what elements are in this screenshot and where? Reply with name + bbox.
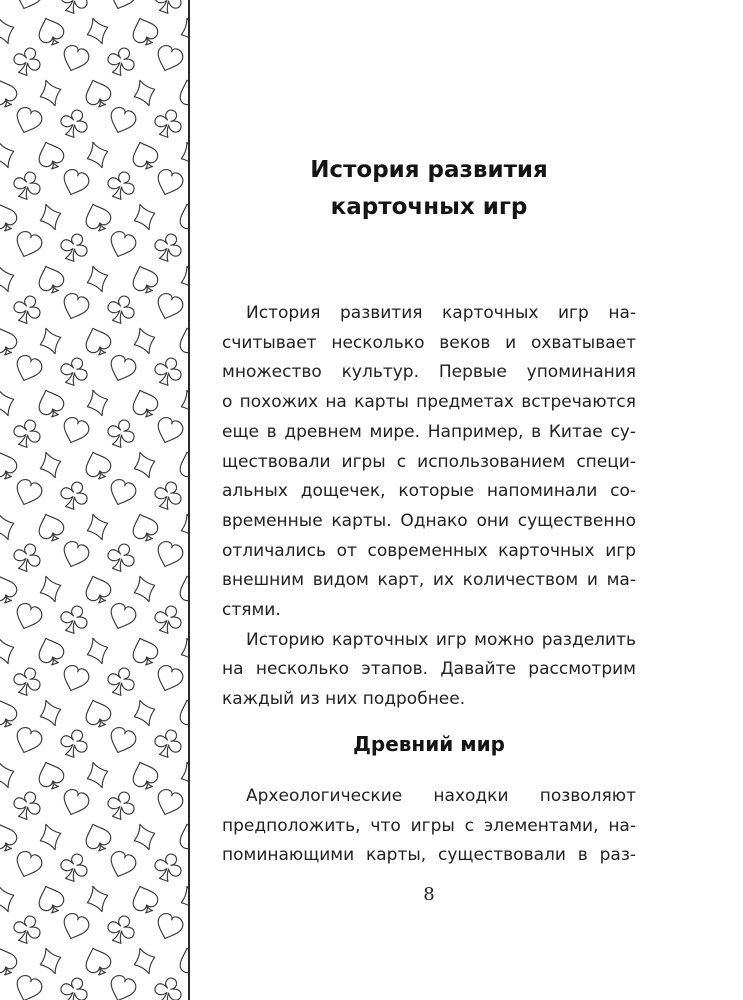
- spade-outline-icon: [81, 448, 114, 482]
- spade-outline-icon: [175, 76, 188, 110]
- club-outline-icon: [57, 230, 92, 265]
- club-outline-icon: [151, 602, 186, 637]
- text-line: История развития карточных игр на-: [246, 303, 636, 323]
- diamond-outline-icon: [130, 449, 160, 482]
- club-outline-icon: [151, 478, 186, 513]
- club-outline-icon: [151, 354, 186, 389]
- heart-outline-icon: [59, 787, 91, 818]
- club-outline-icon: [151, 106, 186, 141]
- diamond-outline-icon: [0, 635, 18, 668]
- heart-outline-icon: [106, 477, 138, 508]
- club-outline-icon: [104, 416, 139, 451]
- spade-outline-icon: [0, 200, 20, 234]
- spade-outline-icon: [128, 634, 161, 668]
- spade-outline-icon: [34, 14, 67, 48]
- heart-outline-icon: [153, 291, 185, 322]
- club-outline-icon: [151, 974, 186, 1000]
- diamond-outline-icon: [177, 263, 188, 296]
- heart-outline-icon: [153, 911, 185, 942]
- club-outline-icon: [151, 0, 186, 16]
- spade-outline-icon: [128, 262, 161, 296]
- spade-outline-icon: [81, 820, 114, 854]
- diamond-outline-icon: [83, 15, 113, 48]
- diamond-outline-icon: [130, 201, 160, 234]
- spade-outline-icon: [34, 510, 67, 544]
- diamond-outline-icon: [177, 511, 188, 544]
- diamond-outline-icon: [0, 511, 18, 544]
- spade-outline-icon: [81, 944, 114, 978]
- section-text: [222, 782, 636, 871]
- diamond-outline-icon: [130, 945, 160, 978]
- text-line: поминающими карты, существовали в раз-: [222, 845, 636, 866]
- diamond-outline-icon: [36, 697, 66, 730]
- text-line: Археологические находки позволяют: [246, 786, 636, 806]
- heart-outline-icon: [153, 539, 185, 570]
- page-number: 8: [423, 884, 435, 905]
- text-line: каждый из них подробнее.: [222, 689, 466, 710]
- text-line: отличались от современных карточных игр: [222, 540, 636, 561]
- club-outline-icon: [104, 912, 139, 947]
- text-line: на несколько этапов. Давайте рассмотрим: [222, 659, 636, 680]
- diamond-outline-icon: [0, 139, 18, 172]
- heart-outline-icon: [59, 291, 91, 322]
- spade-outline-icon: [128, 758, 161, 792]
- heart-outline-icon: [12, 353, 44, 384]
- spade-outline-icon: [175, 572, 188, 606]
- diamond-outline-icon: [36, 77, 66, 110]
- spade-outline-icon: [34, 138, 67, 172]
- heart-outline-icon: [153, 787, 185, 818]
- text-line: временные карты. Однако они существенно: [222, 510, 636, 531]
- spade-outline-icon: [175, 448, 188, 482]
- spade-outline-icon: [0, 448, 20, 482]
- spade-outline-icon: [175, 200, 188, 234]
- diamond-outline-icon: [36, 325, 66, 358]
- diamond-outline-icon: [83, 511, 113, 544]
- diamond-outline-icon: [83, 387, 113, 420]
- club-outline-icon: [104, 788, 139, 823]
- spade-outline-icon: [34, 262, 67, 296]
- heart-outline-icon: [106, 229, 138, 260]
- diamond-outline-icon: [0, 263, 18, 296]
- club-outline-icon: [57, 602, 92, 637]
- club-outline-icon: [104, 44, 139, 79]
- club-outline-icon: [57, 0, 92, 16]
- spade-outline-icon: [0, 820, 20, 854]
- club-outline-icon: [151, 850, 186, 885]
- club-outline-icon: [10, 292, 45, 327]
- spade-outline-icon: [128, 14, 161, 48]
- heart-outline-icon: [12, 105, 44, 136]
- pattern-divider-line: [188, 0, 190, 1000]
- section-heading: Древний мир: [353, 732, 505, 756]
- heart-outline-icon: [106, 601, 138, 632]
- club-outline-icon: [57, 478, 92, 513]
- spade-outline-icon: [0, 696, 20, 730]
- diamond-outline-icon: [83, 635, 113, 668]
- intro-paragraph-1: [222, 299, 636, 626]
- club-outline-icon: [10, 540, 45, 575]
- text-line: ществовали игры с использованием специ-: [222, 451, 636, 472]
- club-outline-icon: [57, 726, 92, 761]
- heart-outline-icon: [59, 415, 91, 446]
- heart-outline-icon: [106, 105, 138, 136]
- spade-outline-icon: [0, 76, 20, 110]
- section-paragraph-1: [222, 782, 636, 871]
- club-outline-icon: [10, 912, 45, 947]
- spade-outline-icon: [128, 510, 161, 544]
- heart-outline-icon: [59, 911, 91, 942]
- heart-outline-icon: [59, 167, 91, 198]
- diamond-outline-icon: [36, 201, 66, 234]
- diamond-outline-icon: [36, 821, 66, 854]
- heart-outline-icon: [12, 973, 44, 1000]
- diamond-outline-icon: [36, 573, 66, 606]
- diamond-outline-icon: [130, 821, 160, 854]
- club-outline-icon: [104, 540, 139, 575]
- club-outline-icon: [151, 726, 186, 761]
- text-line: считывает несколько веков и охватывает: [222, 332, 636, 353]
- text-line: о похожих на карты предметах встречаются: [222, 392, 636, 413]
- heart-outline-icon: [12, 229, 44, 260]
- heart-outline-icon: [153, 167, 185, 198]
- diamond-outline-icon: [177, 15, 188, 48]
- diamond-outline-icon: [36, 945, 66, 978]
- club-outline-icon: [10, 664, 45, 699]
- club-outline-icon: [104, 664, 139, 699]
- heart-outline-icon: [153, 663, 185, 694]
- spade-outline-icon: [81, 200, 114, 234]
- text-line: предположить, что игры с элементами, на-: [222, 815, 636, 836]
- diamond-outline-icon: [0, 759, 18, 792]
- heart-outline-icon: [12, 477, 44, 508]
- spade-outline-icon: [81, 696, 114, 730]
- text-line: множество культур. Первые упоминания: [222, 362, 636, 383]
- club-outline-icon: [10, 44, 45, 79]
- heart-outline-icon: [153, 415, 185, 446]
- diamond-outline-icon: [177, 387, 188, 420]
- spade-outline-icon: [175, 820, 188, 854]
- club-outline-icon: [57, 974, 92, 1000]
- spade-outline-icon: [34, 882, 67, 916]
- diamond-outline-icon: [83, 759, 113, 792]
- heart-outline-icon: [106, 0, 138, 13]
- heart-outline-icon: [59, 539, 91, 570]
- club-outline-icon: [104, 292, 139, 327]
- diamond-outline-icon: [83, 263, 113, 296]
- spade-outline-icon: [0, 324, 20, 358]
- heart-outline-icon: [153, 43, 185, 74]
- card-suit-pattern: [0, 0, 188, 1000]
- spade-outline-icon: [34, 386, 67, 420]
- spade-outline-icon: [175, 696, 188, 730]
- diamond-outline-icon: [130, 77, 160, 110]
- heart-outline-icon: [106, 725, 138, 756]
- diamond-outline-icon: [177, 759, 188, 792]
- chapter-title-line-2: карточных игр: [330, 194, 528, 220]
- diamond-outline-icon: [36, 449, 66, 482]
- spade-outline-icon: [81, 572, 114, 606]
- text-line: альных дощечек, которые напоминали со-: [222, 481, 636, 502]
- spade-outline-icon: [81, 76, 114, 110]
- heart-outline-icon: [59, 663, 91, 694]
- spade-outline-icon: [175, 324, 188, 358]
- spade-outline-icon: [128, 882, 161, 916]
- club-outline-icon: [104, 168, 139, 203]
- page-content: [222, 0, 636, 1000]
- spade-outline-icon: [128, 138, 161, 172]
- club-outline-icon: [10, 416, 45, 451]
- diamond-outline-icon: [0, 883, 18, 916]
- heart-outline-icon: [106, 973, 138, 1000]
- diamond-outline-icon: [130, 697, 160, 730]
- spade-outline-icon: [175, 944, 188, 978]
- spade-outline-icon: [0, 944, 20, 978]
- diamond-outline-icon: [177, 883, 188, 916]
- heart-outline-icon: [12, 0, 44, 13]
- heart-outline-icon: [59, 43, 91, 74]
- club-outline-icon: [10, 168, 45, 203]
- chapter-title: [222, 152, 636, 226]
- diamond-outline-icon: [177, 635, 188, 668]
- intro-paragraph-2: [222, 626, 636, 715]
- spade-outline-icon: [34, 634, 67, 668]
- diamond-outline-icon: [0, 387, 18, 420]
- text-line: внешним видом карт, их количеством и ма-: [222, 570, 636, 591]
- heart-outline-icon: [12, 849, 44, 880]
- heart-outline-icon: [106, 849, 138, 880]
- spade-outline-icon: [81, 324, 114, 358]
- suit-pattern-svg: [0, 0, 188, 1000]
- diamond-outline-icon: [0, 15, 18, 48]
- club-outline-icon: [57, 354, 92, 389]
- text-line: стями.: [222, 600, 281, 621]
- club-outline-icon: [151, 230, 186, 265]
- heart-outline-icon: [12, 601, 44, 632]
- diamond-outline-icon: [83, 139, 113, 172]
- club-outline-icon: [57, 850, 92, 885]
- diamond-outline-icon: [83, 883, 113, 916]
- club-outline-icon: [10, 788, 45, 823]
- diamond-outline-icon: [177, 139, 188, 172]
- club-outline-icon: [57, 106, 92, 141]
- spade-outline-icon: [0, 572, 20, 606]
- spade-outline-icon: [128, 386, 161, 420]
- heart-outline-icon: [12, 725, 44, 756]
- intro-text: [222, 299, 636, 715]
- text-line: Историю карточных игр можно разделить: [246, 629, 636, 650]
- diamond-outline-icon: [130, 325, 160, 358]
- text-line: еще в древнем мире. Например, в Китае су-: [222, 421, 636, 442]
- spade-outline-icon: [34, 758, 67, 792]
- diamond-outline-icon: [130, 573, 160, 606]
- heart-outline-icon: [106, 353, 138, 384]
- chapter-title-line-1: История развития: [310, 157, 548, 183]
